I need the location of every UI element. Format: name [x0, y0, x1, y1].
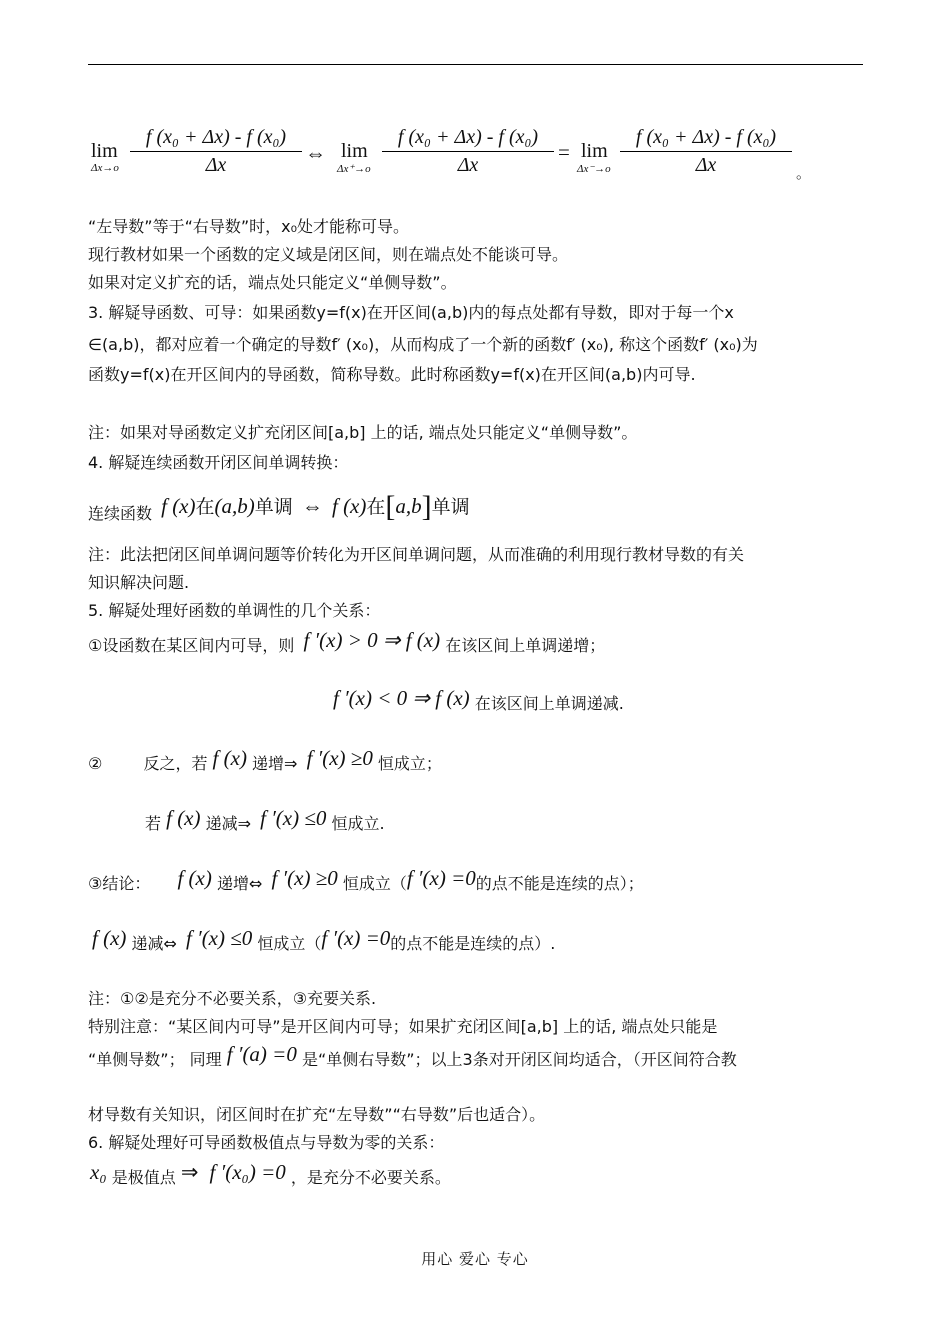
case-2-line-1 — [88, 746, 442, 774]
closed-interval: a,b — [395, 494, 422, 518]
math-f-x: f (x) — [177, 866, 212, 890]
section-3-line-1: 3. 解疑导函数、可导：如果函数y=f(x)在开区间(a,b)内的每点处都有导数，即对于每一个x — [88, 303, 734, 322]
math-derivative-a-zero: f ′(a) =0 — [226, 1042, 297, 1066]
formula-end-mark: 。 — [796, 164, 812, 182]
case-2-line-2 — [145, 806, 385, 834]
case-2-end: 恒成立； — [377, 754, 442, 773]
math-f-x: f (x) — [166, 806, 201, 830]
fraction-numerator: f (x₀ + Δx) - f (x₀) — [397, 126, 539, 148]
case-1b-suffix: 在该区间上单调递减. — [474, 694, 624, 713]
case-6-end: ，是充分不必要关系。 — [290, 1168, 451, 1187]
lim-word: lim — [581, 140, 608, 162]
section-5-heading: 5. 解疑处理好函数的单调性的几个关系： — [88, 601, 381, 620]
lim-subscript: Δx⁺→o — [337, 163, 371, 175]
math-derivative-ge-zero: f ′(x) ≥0 — [271, 866, 338, 890]
case-2b-end: 恒成立. — [331, 814, 385, 833]
iff-symbol: ⇔ — [301, 494, 323, 518]
note-3: 注：①②是充分不必要关系，③充要关系. — [88, 989, 377, 1008]
paragraph-closed-interval: 现行教材如果一个函数的定义域是闭区间，则在端点处不能谈可导。 — [88, 245, 569, 264]
fraction-2 — [382, 126, 554, 177]
continuous-function-line — [88, 490, 470, 524]
case-3b-mid: 恒成立（ — [257, 934, 322, 953]
fraction-denominator: Δx — [457, 154, 479, 176]
left-bracket: [ — [385, 490, 396, 523]
case-3-end: 的点不能是连续的点）； — [475, 874, 644, 893]
right-bracket: ] — [421, 490, 432, 523]
lim-word: lim — [91, 140, 118, 162]
math-derivative-positive: f ′(x) > 0 ⇒ f (x) — [303, 628, 441, 652]
case-3-line-1 — [88, 866, 644, 894]
text-zai: 在 — [366, 497, 386, 518]
case-6-text: 是极值点 — [111, 1168, 176, 1187]
case-2-number: ② — [88, 754, 103, 773]
special-note-line-2 — [88, 1042, 737, 1070]
case-2b-text: 若 — [145, 814, 162, 833]
paragraph-left-right-derivative: “左导数”等于“右导数”时，x₀处才能称可导。 — [88, 217, 410, 236]
math-derivative-negative: f ′(x) < 0 ⇒ f (x) — [333, 686, 470, 710]
fraction-1 — [130, 126, 302, 177]
fraction-numerator: f (x₀ + Δx) - f (x₀) — [145, 126, 287, 148]
note-1: 注：如果对导函数定义扩充闭区间[a,b] 上的话, 端点处只能定义“单侧导数”。 — [88, 423, 638, 442]
special-line-2-end: 是“单侧右导数”；以上3条对开闭区间均适合，（开区间符合教 — [301, 1050, 737, 1069]
continuous-prefix: 连续函数 — [88, 504, 153, 523]
case-3-prefix: ③结论： — [88, 874, 151, 893]
case-3-increase: 递增⇔ — [216, 874, 263, 893]
special-line-2-start: “单侧导数”； 同理 — [88, 1050, 222, 1069]
section-3-line-3: 函数y=f(x)在开区间内的导函数，简称导数。此时称函数y=f(x)在开区间(a,b)内可导. — [88, 365, 696, 384]
lim-subscript: Δx⁻→o — [577, 163, 611, 175]
fraction-denominator: Δx — [205, 154, 227, 176]
open-interval: (a,b) — [214, 494, 255, 518]
fraction-numerator: f (x₀ + Δx) - f (x₀) — [635, 126, 777, 148]
fraction-denominator: Δx — [695, 154, 717, 176]
case-1-prefix: ①设函数在某区间内可导，则 — [88, 636, 295, 655]
case-1-suffix: 在该区间上单调递增； — [445, 636, 606, 655]
text-monotone: 单调 — [431, 497, 470, 518]
case-3-line-2 — [92, 926, 555, 954]
special-note-line-1: 特别注意：“某区间内可导”是开区间内可导；如果扩充闭区间[a,b] 上的话, 端点处只能是 — [88, 1017, 718, 1036]
note-2-line-1: 注：此法把闭区间单调问题等价转化为开区间单调问题，从而准确的利用现行教材导数的有关 — [88, 545, 745, 564]
text-monotone: 单调 — [254, 497, 293, 518]
fraction-3 — [620, 126, 792, 177]
special-note-line-3: 材导数有关知识，闭区间时在扩充“左导数”“右导数”后也适合）。 — [88, 1105, 546, 1124]
page-footer: 用心 爱心 专心 — [421, 1250, 529, 1268]
lim-subscript: Δx→o — [91, 162, 119, 174]
math-f-x: f (x) — [92, 926, 127, 950]
implies-symbol: ⇒ — [180, 1160, 199, 1184]
section-6-heading: 6. 解疑处理好可导函数极值点与导数为零的关系： — [88, 1133, 445, 1152]
math-derivative-ge-zero: f ′(x) ≥0 — [306, 746, 373, 770]
case-3b-end: 的点不能是连续的点）. — [390, 934, 556, 953]
case-2-increase: 递增⇒ — [252, 754, 298, 773]
math-derivative-eq-zero: f ′(x) =0 — [406, 866, 476, 890]
math-f-x: f (x) — [331, 494, 367, 518]
note-2-line-2: 知识解决问题. — [88, 573, 190, 592]
iff-symbol: ⇔ — [305, 141, 326, 165]
math-x0: x₀ — [90, 1160, 107, 1184]
math-derivative-x0-zero: f ′(x₀) =0 — [209, 1160, 286, 1184]
equals-symbol: = — [558, 140, 570, 164]
case-1-line-2 — [333, 686, 624, 714]
math-f-x: f (x) — [161, 494, 196, 518]
case-1-line-1 — [88, 628, 605, 656]
section-3-line-2: ∈(a,b)，都对应着一个确定的导数f′ (x₀)，从而构成了一个新的函数f′ (x₀), 称这个函数f′ (x₀)为 — [88, 335, 758, 354]
math-derivative-eq-zero: f ′(x) =0 — [321, 926, 391, 950]
section-4-heading: 4. 解疑连续函数开闭区间单调转换： — [88, 453, 349, 472]
lim-word: lim — [341, 140, 368, 162]
math-derivative-le-zero: f ′(x) ≤0 — [186, 926, 253, 950]
case-6-line — [90, 1160, 451, 1188]
math-derivative-le-zero: f ′(x) ≤0 — [260, 806, 327, 830]
text-zai: 在 — [195, 497, 215, 518]
case-3b-decrease: 递减⇔ — [131, 934, 177, 953]
paragraph-one-sided: 如果对定义扩充的话，端点处只能定义“单侧导数”。 — [88, 273, 457, 292]
case-2-text: 反之，若 — [143, 754, 208, 773]
math-f-x: f (x) — [212, 746, 247, 770]
header-rule — [88, 64, 863, 65]
case-2b-decrease: 递减⇒ — [205, 814, 252, 833]
case-3-mid: 恒成立（ — [342, 874, 407, 893]
